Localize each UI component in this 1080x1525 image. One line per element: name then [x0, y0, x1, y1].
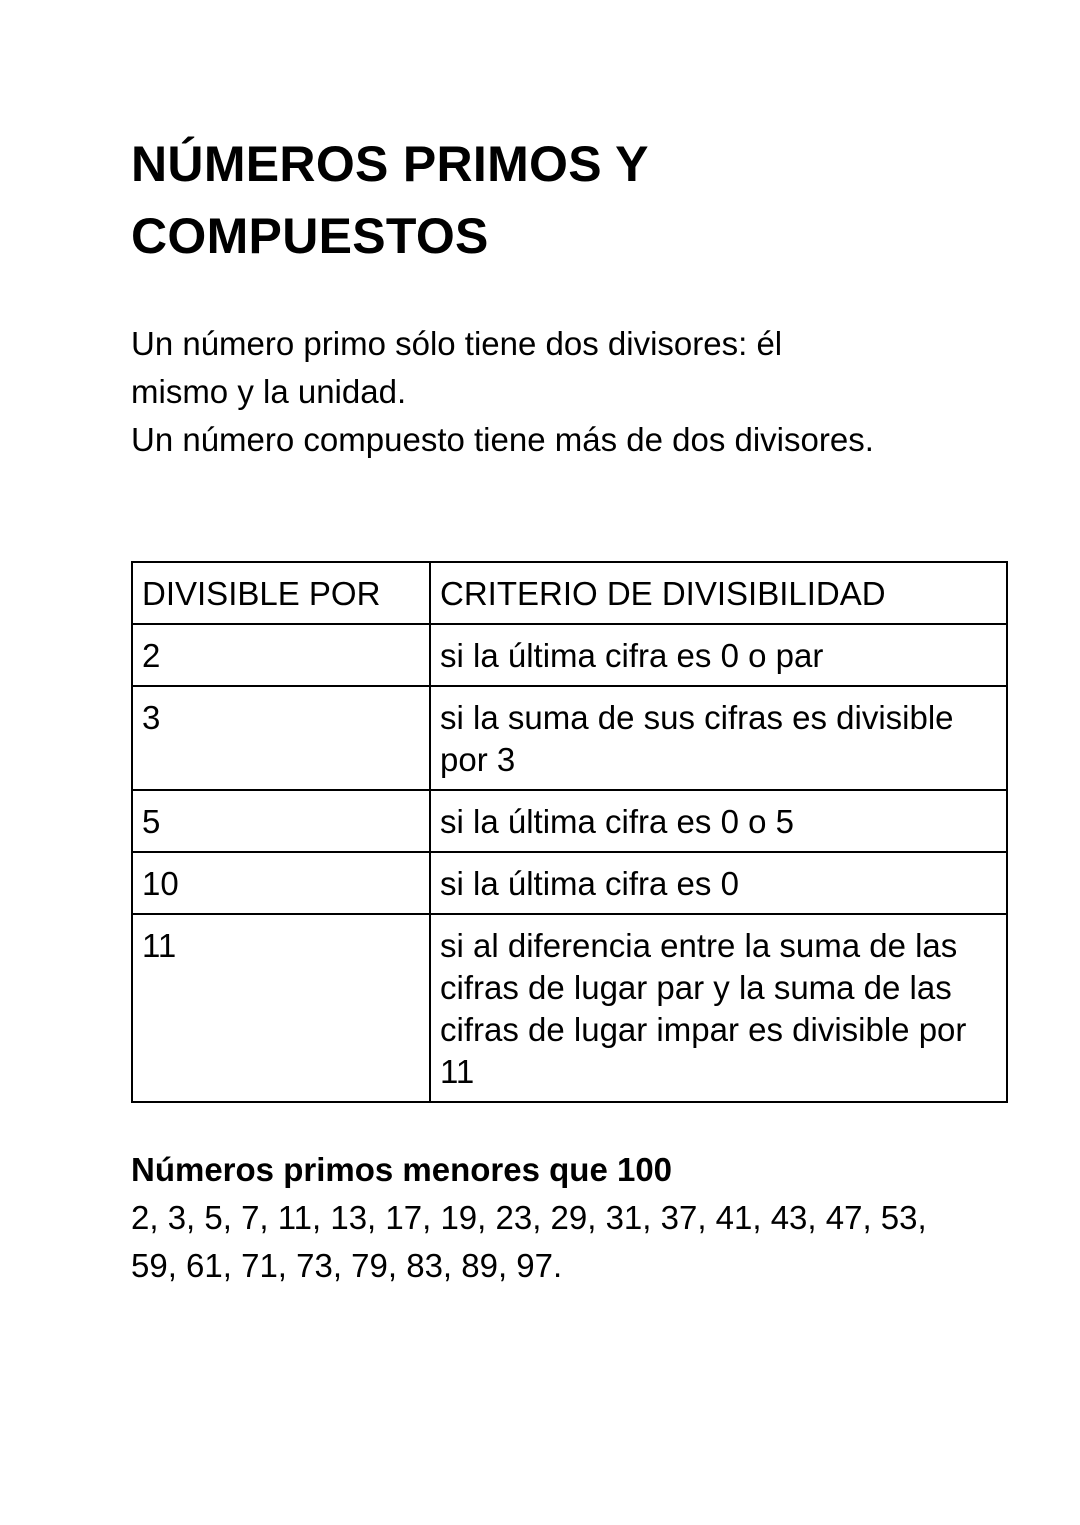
title-line-2: COMPUESTOS [131, 208, 489, 264]
divisibility-table [131, 561, 1008, 1103]
prime-definition: Un número primo sólo tiene dos divisores: él mismo y la unidad. [131, 325, 783, 410]
table-row [132, 686, 1007, 790]
divisor-cell: 3 [132, 686, 430, 790]
composite-definition: Un número compuesto tiene más de dos divisores. [131, 421, 874, 458]
criterion-cell: si al diferencia entre la suma de las cifras de lugar par y la suma de las cifras de lugar impar es divisible por 11 [430, 914, 1007, 1102]
divisor-cell: 11 [132, 914, 430, 1102]
divisor-cell: 10 [132, 852, 430, 914]
criterion-cell: si la suma de sus cifras es divisible por 3 [430, 686, 1007, 790]
divisor-cell: 5 [132, 790, 430, 852]
criterion-cell: si la última cifra es 0 o 5 [430, 790, 1007, 852]
page-title [131, 128, 649, 272]
header-criterio: CRITERIO DE DIVISIBILIDAD [430, 562, 1007, 624]
primes-heading: Números primos menores que 100 [131, 1151, 673, 1188]
criterion-cell: si la última cifra es 0 o par [430, 624, 1007, 686]
primes-section [131, 1146, 991, 1290]
divisor-cell: 2 [132, 624, 430, 686]
table-row [132, 852, 1007, 914]
table-row [132, 914, 1007, 1102]
header-divisible-por: DIVISIBLE POR [132, 562, 430, 624]
primes-list: 2, 3, 5, 7, 11, 13, 17, 19, 23, 29, 31, 37, 41, 43, 47, 53, 59, 61, 71, 73, 79, 83, 89, 97. [131, 1199, 927, 1284]
intro-definitions [131, 320, 991, 464]
table-header-row [132, 562, 1007, 624]
criterion-cell: si la última cifra es 0 [430, 852, 1007, 914]
title-line-1: NÚMEROS PRIMOS Y [131, 136, 649, 192]
table-row [132, 790, 1007, 852]
table-row [132, 624, 1007, 686]
